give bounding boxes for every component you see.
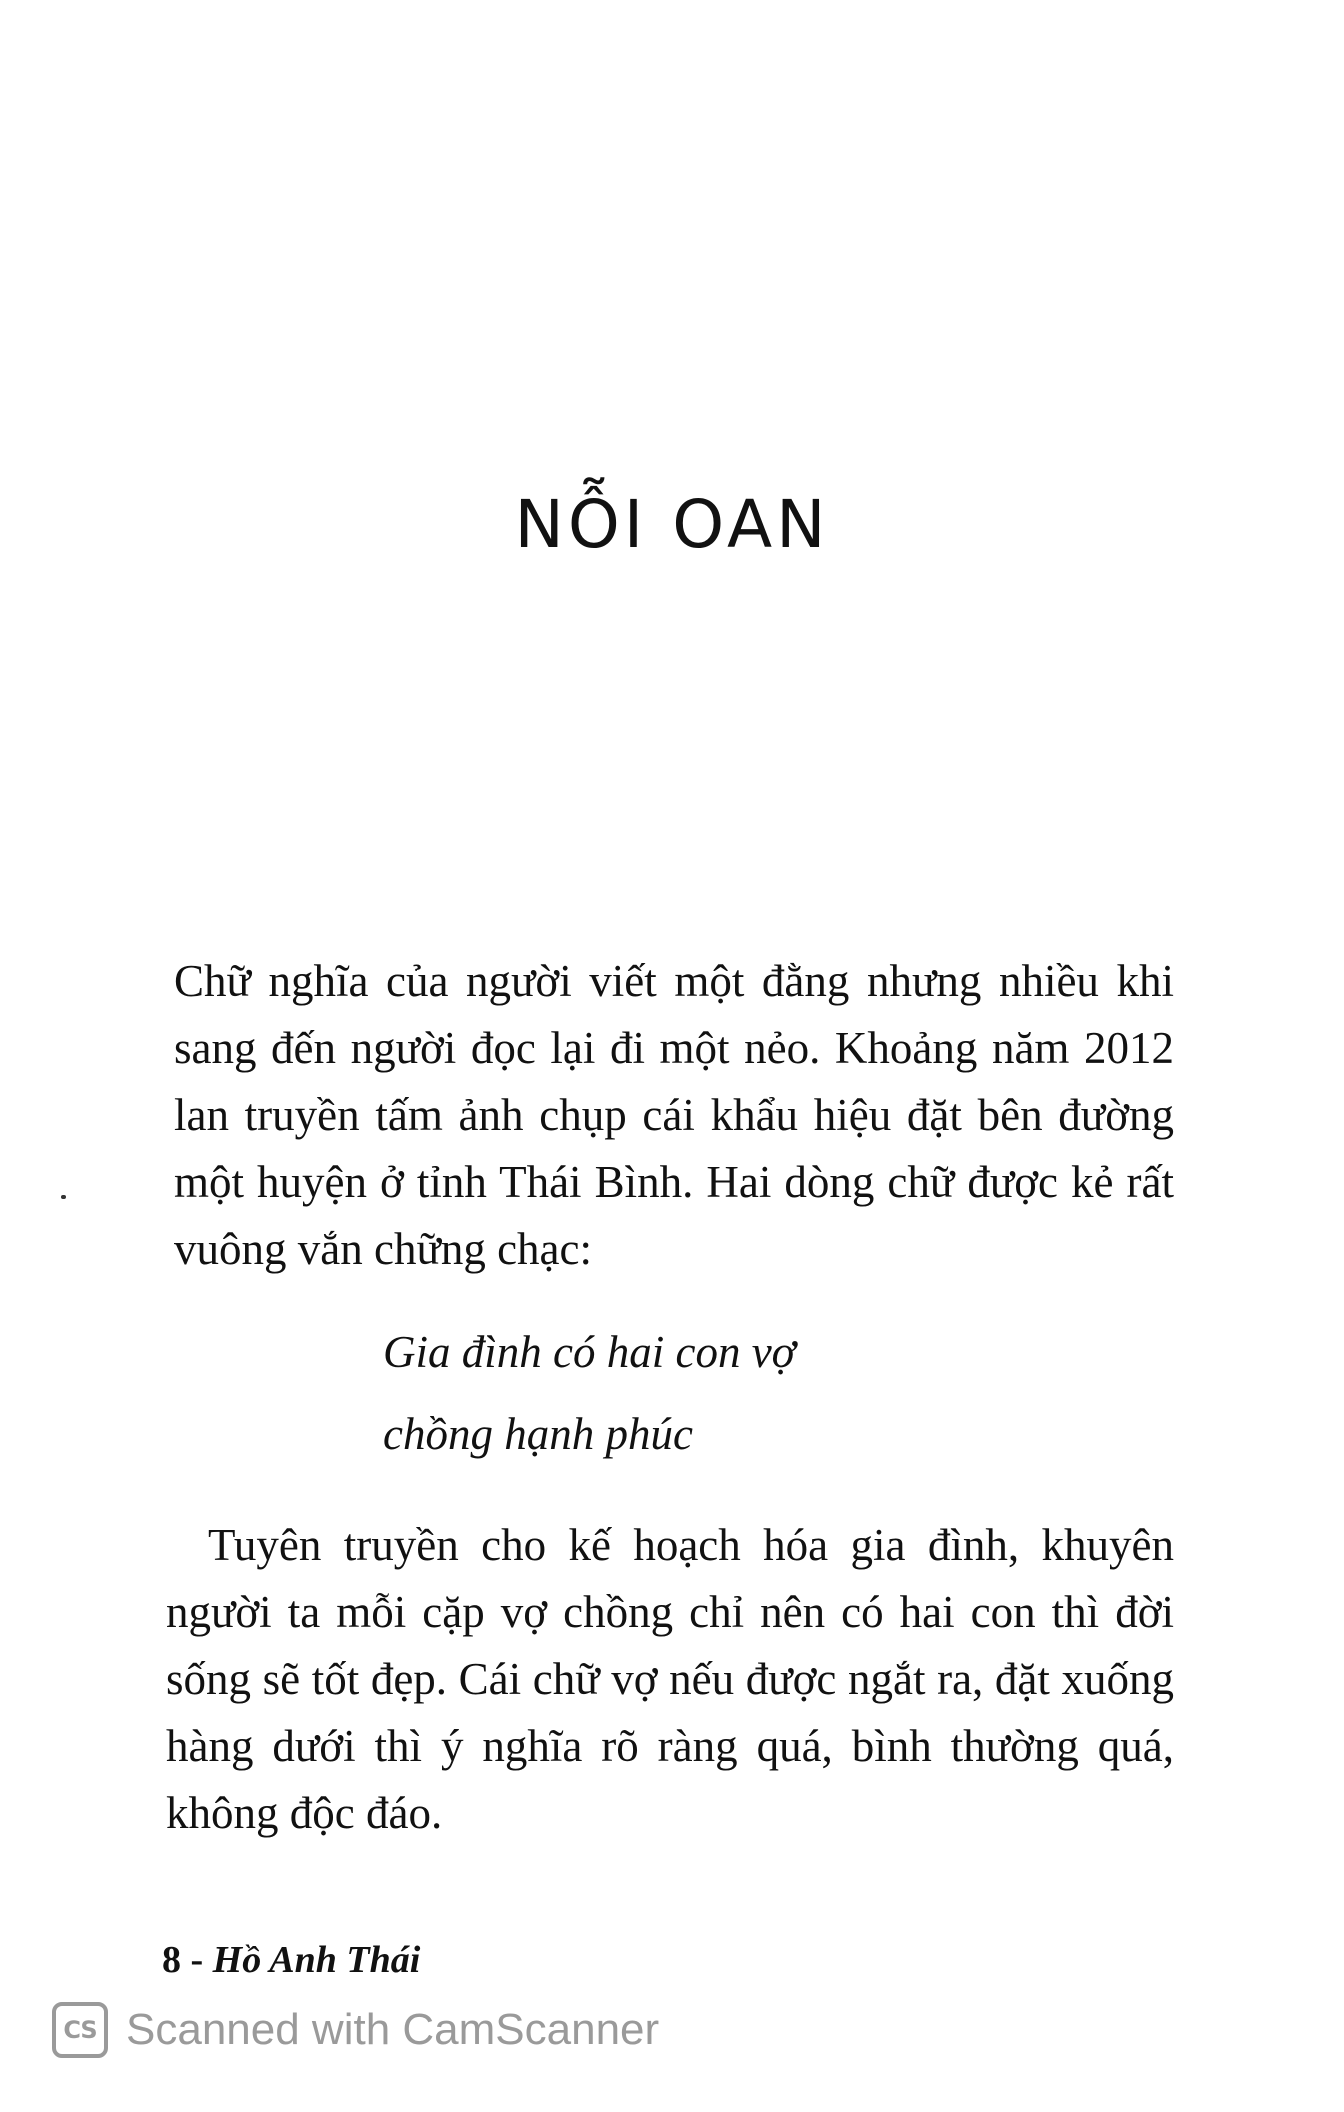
watermark-text: Scanned with CamScanner [126,2005,660,2054]
paragraph-line: Chữ nghĩa của người viết một đằng nhưng nhiều khi [174,956,1174,1006]
scan-speck [61,1195,66,1199]
paragraph-line: người ta mỗi cặp vợ chồng chỉ nên có hai con thì đời [166,1587,1174,1637]
slogan-line: Gia đình có hai con vợ [383,1327,796,1377]
paragraph-line: Tuyên truyền cho kế hoạch hóa gia đình, khuyên [208,1520,1174,1570]
paragraph-line: không độc đáo. [166,1788,443,1838]
page-footer [162,1938,420,1982]
slogan-quote [383,1311,796,1475]
chapter-title: NỖI OAN [514,486,830,563]
author-name: Hồ Anh Thái [212,1939,421,1981]
paragraph-line: hàng dưới thì ý nghĩa rõ ràng quá, bình thường quá, [166,1721,1174,1771]
camscanner-watermark [52,2002,659,2058]
paragraph-line: lan truyền tấm ảnh chụp cái khẩu hiệu đặt bên đường [174,1090,1174,1140]
paragraph-line: một huyện ở tỉnh Thái Bình. Hai dòng chữ được kẻ rất [174,1157,1174,1207]
paragraph-1 [174,948,1174,1283]
paragraph-line: sang đến người đọc lại đi một nẻo. Khoảng năm 2012 [174,1023,1174,1073]
paragraph-line: vuông vắn chững chạc: [174,1224,593,1274]
page-number: 8 [162,1939,181,1981]
camscanner-logo-icon: CS [52,2002,108,2058]
footer-separator: - [181,1939,213,1981]
slogan-line: chồng hạnh phúc [383,1409,693,1459]
paragraph-2 [166,1512,1174,1847]
paragraph-line: sống sẽ tốt đẹp. Cái chữ vợ nếu được ngắt ra, đặt xuống [166,1654,1174,1704]
